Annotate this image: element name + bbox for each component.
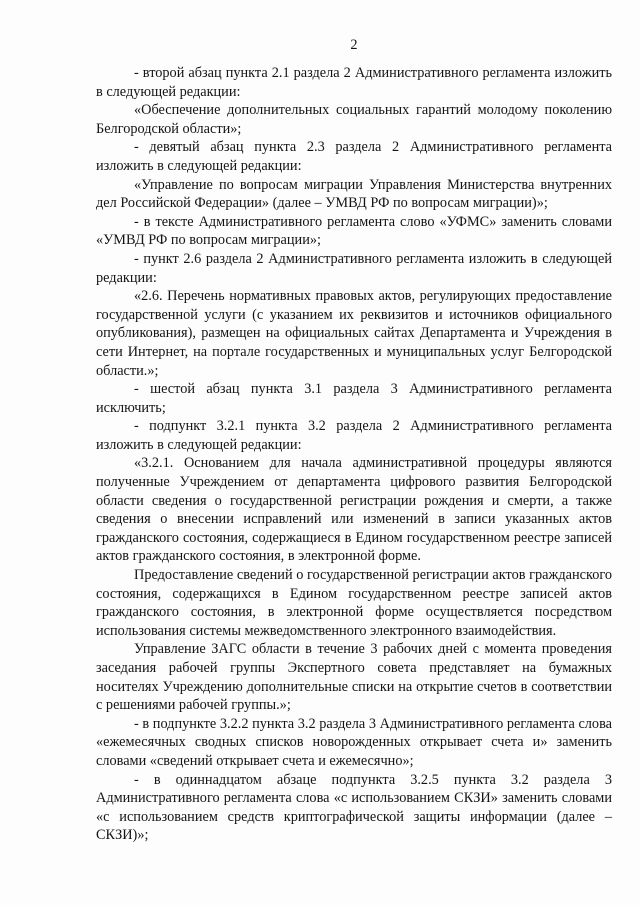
paragraph: «Обеспечение дополнительных социальных гарантий молодому поколению Белгородской области»; bbox=[96, 102, 612, 137]
paragraph: - девятый абзац пункта 2.3 раздела 2 Административного регламента изложить в следующей редакции: bbox=[96, 139, 612, 174]
paragraph: Управление ЗАГС области в течение 3 рабочих дней с момента проведения заседания рабочей группы Экспертного совета представляет на бумажных носителях Учреждению дополнительные списки на открытие счетов в соответствии с решениями рабочей группы.»; bbox=[96, 641, 612, 714]
paragraph: - пункт 2.6 раздела 2 Административного регламента изложить в следующей редакции: bbox=[96, 250, 612, 286]
page-number: 2 bbox=[350, 37, 358, 53]
paragraph: «3.2.1. Основанием для начала административной процедуры являются полученные Учреждением от департамента цифрового развития Белгородской области сведения о государственной регистрации рождения и смерти, а также сведения о внесении исправлений или изменений в записи указанных актов гражданского состояния, содержащиеся в Едином государственном реестре записей актов гражданского состояния, в электронной форме. bbox=[96, 455, 612, 565]
paragraph: «2.6. Перечень нормативных правовых актов, регулирующих предоставление государственной услуги (с указанием их реквизитов и источников официального опубликования), размещен на официальных сайтах Департамента и Учреждения в сети Интернет, на портале государственных и муниципальных услуг Белгородской области.»; bbox=[96, 288, 612, 379]
paragraph: - в подпункте 3.2.2 пункта 3.2 раздела 3 Административного регламента слова «ежемесячных сводных списков новорожденных открывает счета и» заменить словами «сведений открывает счета и ежемесячно»; bbox=[96, 715, 612, 769]
paragraph: - в тексте Административного регламента слово «УФМС» заменить словами «УМВД РФ по вопросам миграции»; bbox=[96, 213, 612, 249]
paragraph: - второй абзац пункта 2.1 раздела 2 Административного регламента изложить в следующей редакции: bbox=[96, 65, 612, 100]
paragraph: - в одиннадцатом абзаце подпункта 3.2.5 пункта 3.2 раздела 3 Административного регламента слова «с использованием СКЗИ» заменить словами «с использованием средств криптографической защиты информации (далее – СКЗИ)»; bbox=[96, 771, 612, 844]
paragraph: - шестой абзац пункта 3.1 раздела 3 Административного регламента исключить; bbox=[96, 381, 612, 416]
paragraph: «Управление по вопросам миграции Управления Министерства внутренних дел Российской Федерации» (далее – УМВД РФ по вопросам миграции)»; bbox=[96, 176, 612, 212]
paragraph: - подпункт 3.2.1 пункта 3.2 раздела 2 Административного регламента изложить в следующей редакции: bbox=[96, 418, 612, 453]
paragraph: Предоставление сведений о государственной регистрации актов гражданского состояния, содержащихся в Едином государственном реестре записей актов гражданского состояния, в электронной форме осуществляется посредством использования системы межведомственного электронного взаимодействия. bbox=[96, 567, 612, 639]
